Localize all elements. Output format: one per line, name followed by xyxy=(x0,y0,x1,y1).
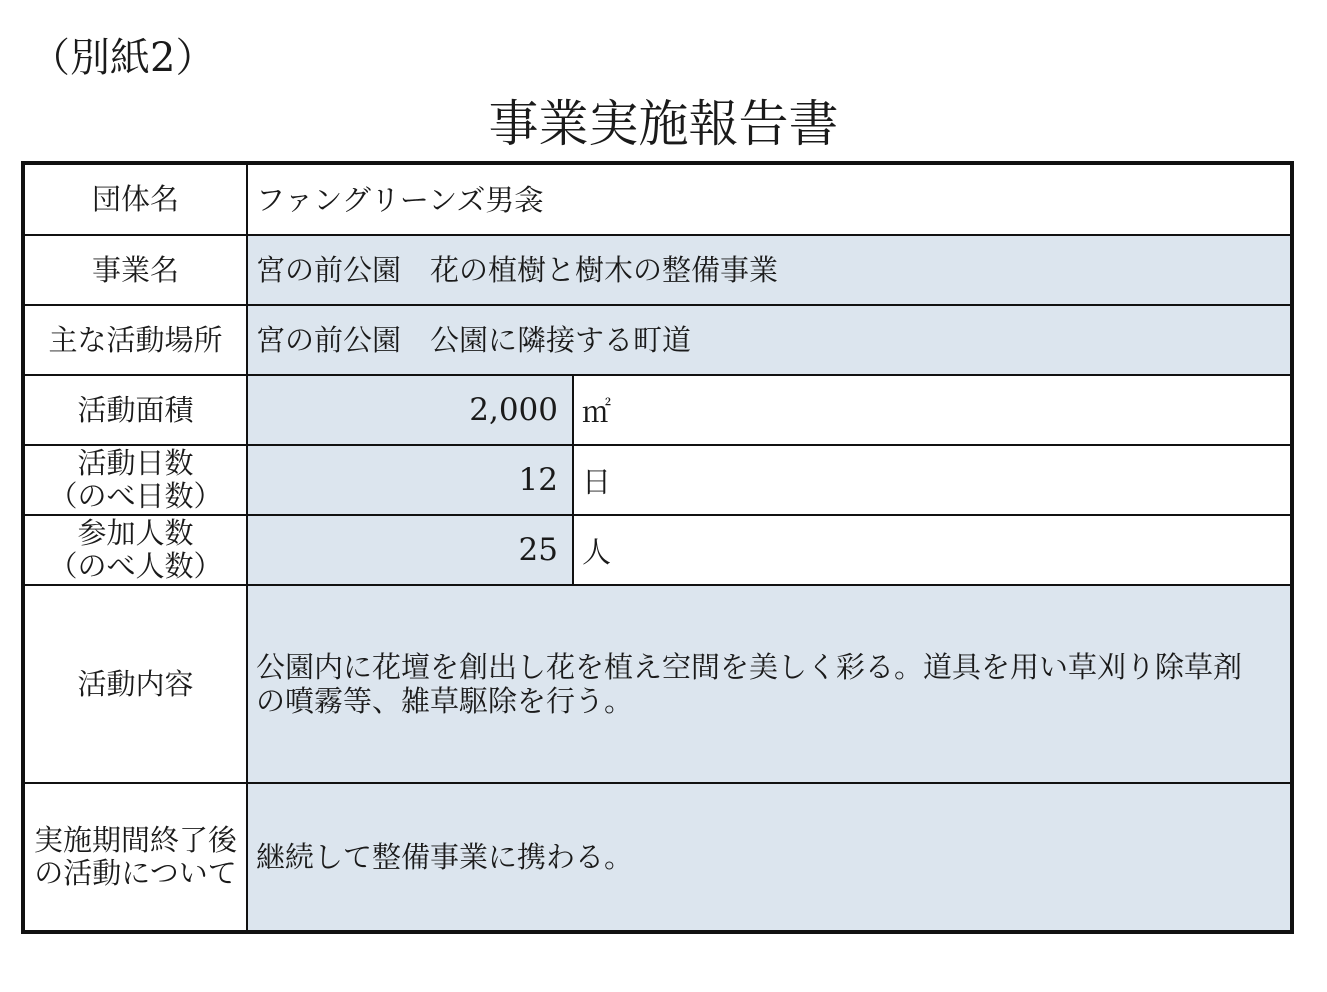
after-period-label: 実施期間終了後の活動について xyxy=(25,784,246,930)
row-divider xyxy=(25,444,1290,446)
participants-value: 25 xyxy=(248,516,572,584)
activity-area-value: 2,000 xyxy=(248,376,572,444)
row-divider xyxy=(25,782,1290,784)
participants-unit: 人 xyxy=(574,516,1290,584)
project-name-label: 事業名 xyxy=(25,236,246,304)
activity-content-label: 活動内容 xyxy=(25,586,246,782)
participants-label xyxy=(25,516,246,584)
participants-label-line1: 参加人数 xyxy=(77,516,194,550)
after-period-value: 継続して整備事業に携わる。 xyxy=(248,784,1290,930)
annex-label: （別紙2） xyxy=(30,35,216,81)
main-location-value: 宮の前公園 公園に隣接する町道 xyxy=(248,306,1290,374)
group-name-value: ファングリーンズ男衾 xyxy=(248,165,1290,234)
activity-days-value: 12 xyxy=(248,446,572,514)
activity-days-unit: 日 xyxy=(574,446,1290,514)
row-divider xyxy=(25,584,1290,586)
activity-days-label xyxy=(25,446,246,514)
activity-days-label-line2: （のべ日数） xyxy=(48,479,223,513)
activity-content-value: 公園内に花壇を創出し花を植え空間を美しく彩る。道具を用い草刈り除草剤の噴霧等、雑草駆除を行う。 xyxy=(248,586,1290,782)
row-divider xyxy=(25,374,1290,376)
report-table xyxy=(21,161,1294,934)
main-location-label: 主な活動場所 xyxy=(25,306,246,374)
activity-area-unit: ㎡ xyxy=(574,376,1290,444)
activity-area-label: 活動面積 xyxy=(25,376,246,444)
row-divider xyxy=(25,514,1290,516)
row-divider xyxy=(25,234,1290,236)
column-divider xyxy=(572,376,574,584)
group-name-label: 団体名 xyxy=(25,165,246,234)
page-title: 事業実施報告書 xyxy=(488,95,839,153)
participants-label-line2: （のべ人数） xyxy=(48,549,223,583)
column-divider xyxy=(246,165,248,930)
activity-days-label-line1: 活動日数 xyxy=(77,446,194,480)
project-name-value: 宮の前公園 花の植樹と樹木の整備事業 xyxy=(248,236,1290,304)
row-divider xyxy=(25,304,1290,306)
